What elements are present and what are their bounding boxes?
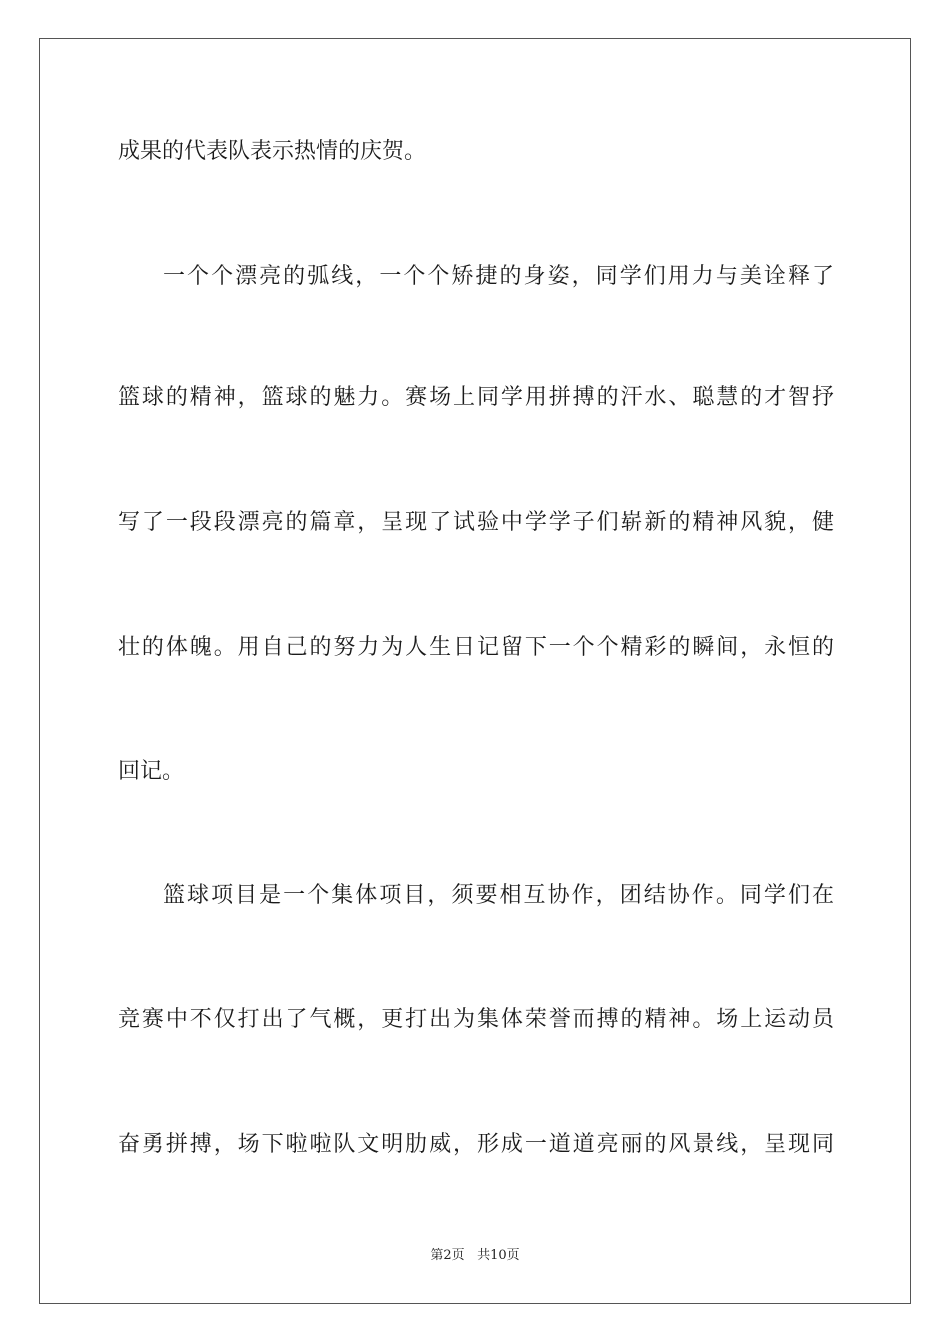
page-total: 共10页 [477,1248,520,1263]
text-line-2: 一个个漂亮的弧线，一个个矫捷的身姿，同学们用力与美诠释了 [163,264,834,289]
page-footer [0,1247,950,1265]
text-line-3: 篮球的精神，篮球的魅力。赛场上同学用拼搏的汗水、聪慧的才智抒 [118,385,834,410]
page-border [39,38,911,1304]
text-line-8: 竞赛中不仅打出了气概，更打出为集体荣誉而搏的精神。场上运动员 [118,1007,834,1032]
text-line-7: 篮球项目是一个集体项目，须要相互协作，团结协作。同学们在 [163,883,834,908]
page-number: 第2页 [430,1248,465,1263]
text-line-4: 写了一段段漂亮的篇章，呈现了试验中学学子们崭新的精神风貌，健 [118,510,834,535]
text-line-5: 壮的体魄。用自己的努力为人生日记留下一个个精彩的瞬间，永恒的 [118,635,834,660]
text-line-6: 回记。 [118,759,185,784]
text-line-9: 奋勇拼搏，场下啦啦队文明肋威，形成一道道亮丽的风景线，呈现同 [118,1132,834,1157]
text-line-1: 成果的代表队表示热情的庆贺。 [118,139,427,164]
